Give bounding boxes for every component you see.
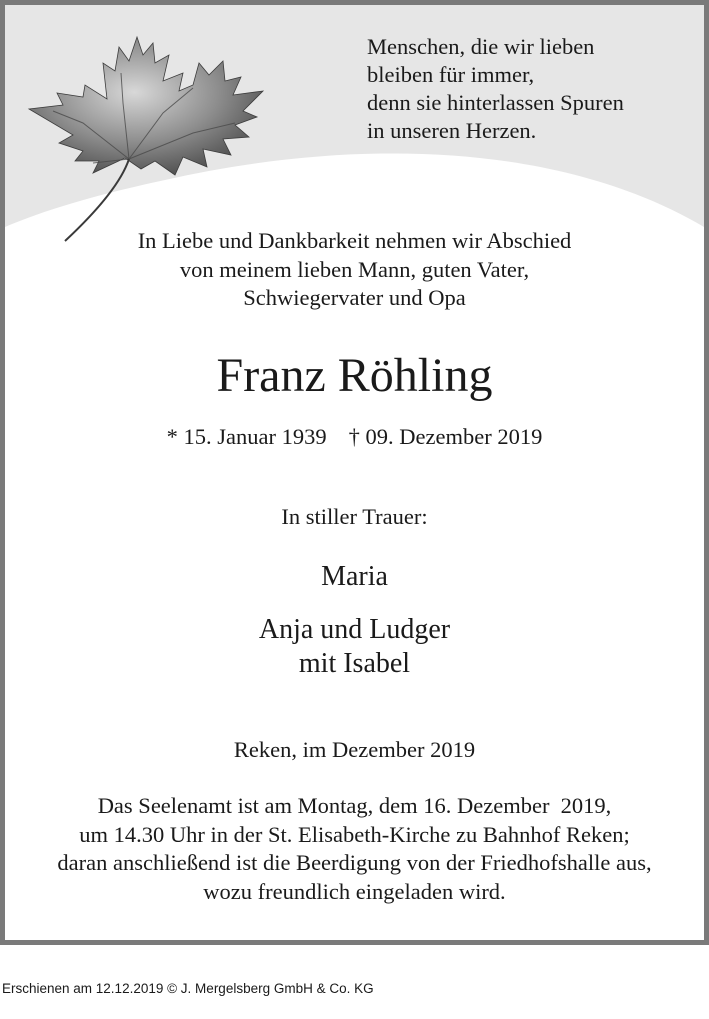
quote-line: in unseren Herzen. [367,118,537,143]
intro-text [5,227,704,313]
deceased-name: Franz Röhling [216,349,493,402]
place-date: Reken, im Dezember 2019 [233,737,476,762]
mourner-family [5,613,704,681]
quote-line: denn sie hinterlassen Spuren [367,90,624,115]
quote-line: Menschen, die wir lieben [367,34,595,59]
service-info [5,792,704,906]
mourner-family-line: Anja und Ludger [258,614,451,645]
mourner-name: Maria [321,561,388,592]
intro-line: von meinem lieben Mann, guten Vater, [179,256,530,282]
service-line: Das Seelenamt ist am Montag, dem 16. Dezember 2019, [97,793,612,818]
life-dates [5,423,704,451]
death-date: † 09. Dezember 2019 [348,424,543,449]
mourning-heading: In stiller Trauer: [281,504,428,529]
intro-line: Schwiegervater und Opa [243,285,466,310]
intro-line: In Liebe und Dankbarkeit nehmen wir Abschied [137,228,572,253]
birth-date: * 15. Januar 1939 [166,424,327,449]
service-line: daran anschließend ist die Beerdigung von der Friedhofshalle aus, [57,850,652,875]
publication-footer: Erschienen am 12.12.2019 © J. Mergelsberg GmbH & Co. KG [2,981,374,996]
quote [367,33,624,145]
maple-leaf-icon [23,33,268,248]
quote-line: bleiben für immer, [367,62,535,87]
service-line: um 14.30 Uhr in der St. Elisabeth-Kirche zu Bahnhof Reken; [79,821,630,847]
service-line: wozu freundlich eingeladen wird. [203,878,506,904]
mourner-family-line: mit Isabel [298,648,411,679]
